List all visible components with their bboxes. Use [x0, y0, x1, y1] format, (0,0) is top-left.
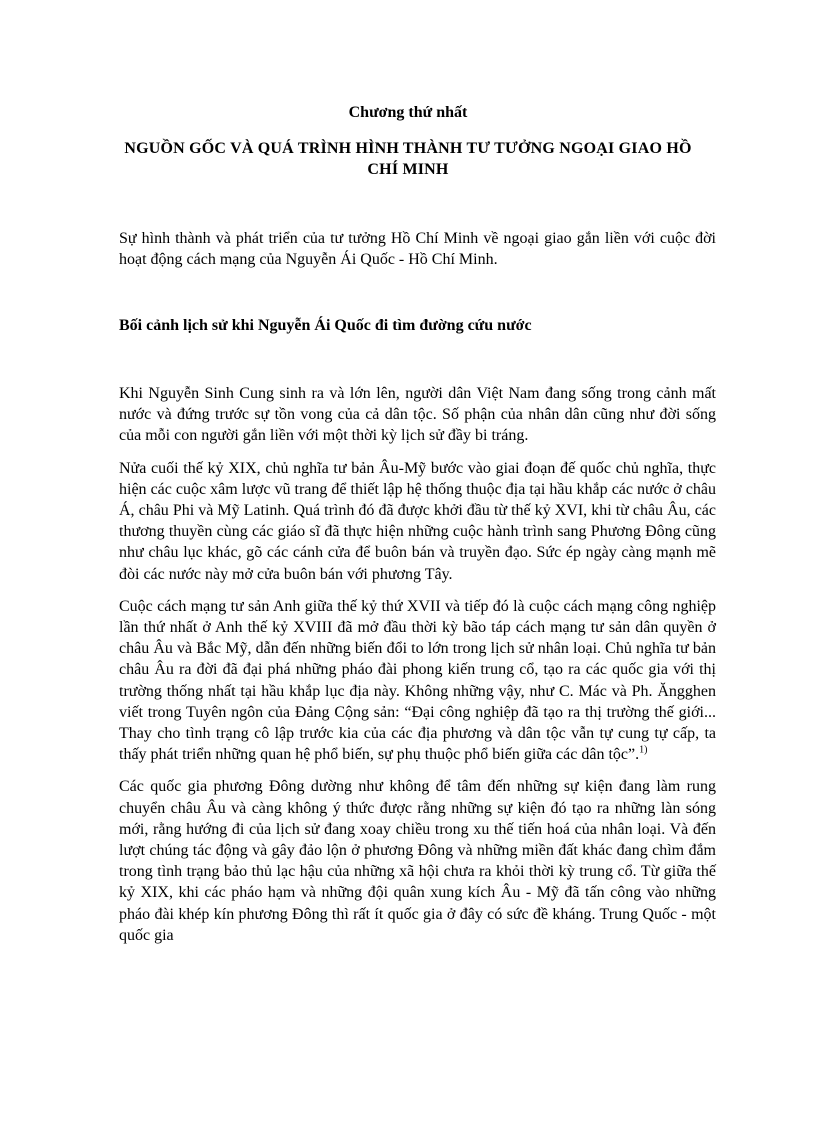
- paragraph-1: Khi Nguyễn Sinh Cung sinh ra và lớn lên, người dân Việt Nam đang sống trong cảnh mất nước và đứng trước sự tồn vong của cả dân tộc. Số phận của nhân dân cũng như đời sống của mỗi con người gắn liền với một thời kỳ lịch sử đầy bi tráng.: [119, 385, 716, 445]
- chapter-title: NGUỒN GỐC VÀ QUÁ TRÌNH HÌNH THÀNH TƯ TƯỞNG NGOẠI GIAO HỒ CHÍ MINH: [124, 140, 692, 178]
- section-heading: Bối cảnh lịch sử khi Nguyễn Ái Quốc đi tìm đường cứu nước: [119, 317, 532, 334]
- paragraph-2: Nửa cuối thế kỷ XIX, chủ nghĩa tư bản Âu-Mỹ bước vào giai đoạn đế quốc chủ nghĩa, thực hiện các cuộc xâm lược vũ trang để thiết lập hệ thống thuộc địa tại hầu khắp các nước ở châu Á, châu Phi và Mỹ Latinh. Quá trình đó đã được khởi đầu từ thế kỷ XVI, khi từ châu Âu, các thương thuyền cùng các giáo sĩ đã thực hiện những cuộc hành trình sang Phương Đông cũng như châu lục khác, gõ các cánh cửa để buôn bán và truyền đạo. Sức ép ngày càng mạnh mẽ đòi các nước này mở cửa buôn bán với phương Tây.: [119, 459, 716, 583]
- body-text: [119, 383, 716, 957]
- footnote-marker[interactable]: 1): [639, 744, 648, 756]
- paragraph-4: Các quốc gia phương Đông dường như không để tâm đến những sự kiện đang làm rung chuyển châu Âu và càng không ý thức được rằng những sự kiện đó tạo ra những làn sóng mới, rằng hướng đi của lịch sử đang xoay chiều trong xu thế tiến hoá của nhân loại. Và đến lượt chúng tác động và gây đảo lộn ở phương Đông và những miền đất khác đang chìm đắm trong tình trạng bảo thủ lạc hậu của những xã hội chưa ra khỏi thời kỳ trung cổ. Từ giữa thế kỷ XIX, khi các pháo hạm và những đội quân xung kích Âu - Mỹ đã tấn công vào những pháo đài khép kín phương Đông thì rất ít quốc gia ở đây có sức đề kháng. Trung Quốc - một quốc gia: [119, 778, 716, 944]
- paragraph-3-text: Cuộc cách mạng tư sản Anh giữa thế kỷ thứ XVII và tiếp đó là cuộc cách mạng công nghiệp lần thứ nhất ở Anh thế kỷ XVIII đã mở đầu thời kỳ bão táp cách mạng tư sản dân quyền ở châu Âu và Bắc Mỹ, dẫn đến những biến đổi to lớn trong lịch sử nhân loại. Chủ nghĩa tư bản châu Âu ra đời đã đại phá những pháo đài phong kiến trung cổ, tạo ra các quốc gia với thị trường thống nhất tại hầu khắp lục địa này. Không những vậy, như C. Mác và Ph. Ăngghen viết trong Tuyên ngôn của Đảng Cộng sản: “Đại công nghiệp đã tạo ra thị trường thế giới... Thay cho tình trạng cô lập trước kia của các địa phương và dân tộc vẫn tự cung tự cấp, ta thấy phát triển những quan hệ phổ biến, sự phụ thuộc phổ biến giữa các dân tộc”.: [119, 597, 716, 764]
- intro-paragraph: Sự hình thành và phát triển của tư tưởng Hồ Chí Minh về ngoại giao gắn liền với cuộc đời hoạt động cách mạng của Nguyễn Ái Quốc - Hồ Chí Minh.: [119, 230, 716, 268]
- chapter-label: Chương thứ nhất: [348, 104, 468, 121]
- paragraph-3: [119, 596, 716, 766]
